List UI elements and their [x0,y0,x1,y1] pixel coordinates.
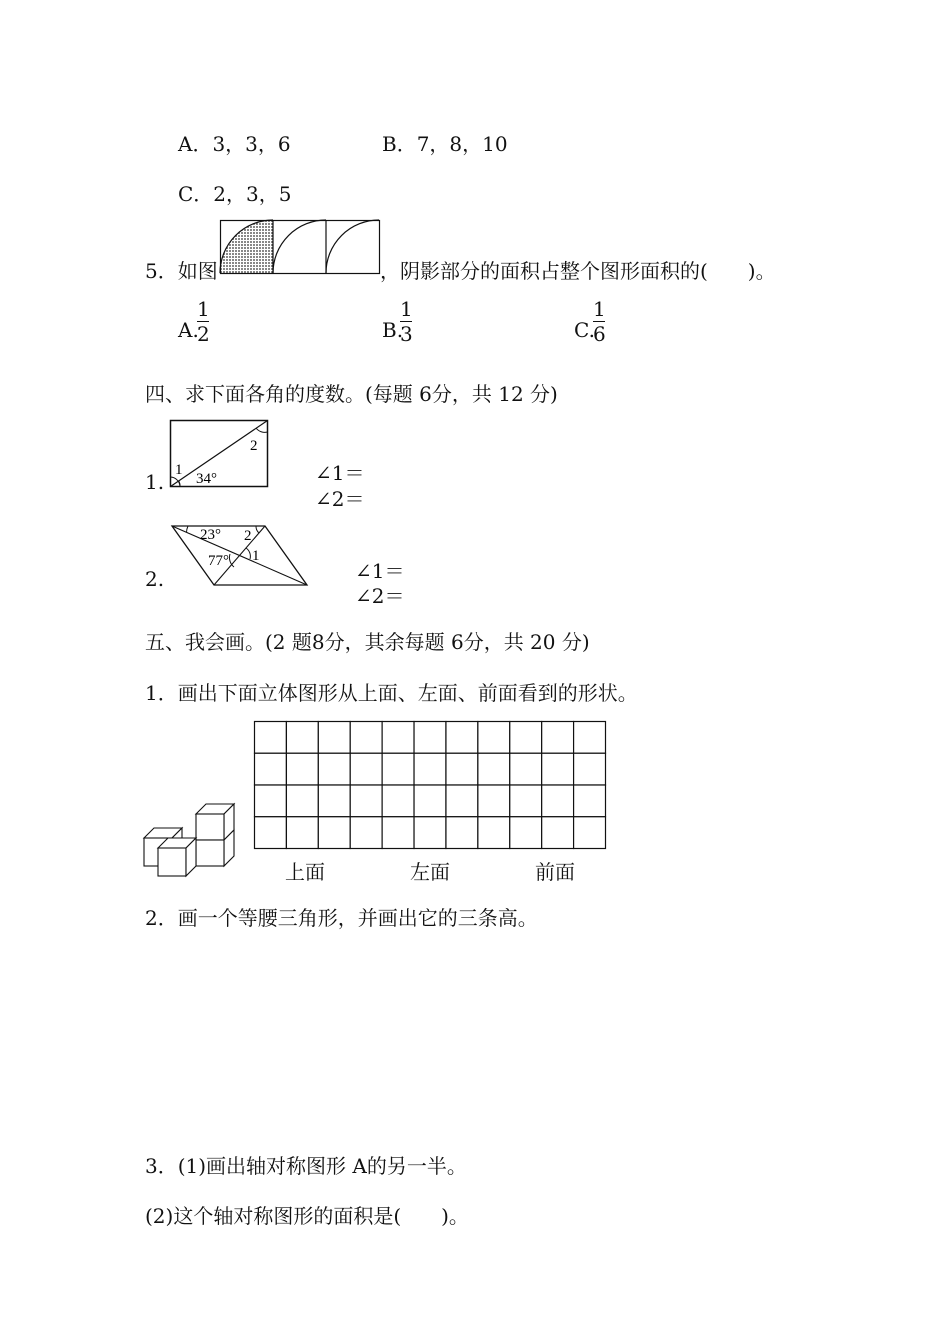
angle-1-label: 1 [175,462,183,478]
grid-cell[interactable] [255,753,287,785]
grid-cell[interactable] [510,817,542,849]
grid-cell[interactable] [318,722,350,754]
grid-cell[interactable] [382,722,414,754]
angle-1-label: 1 [252,548,260,564]
angle-34-label: 34° [196,471,217,487]
grid-cell[interactable] [318,817,350,849]
drawing-grid[interactable] [254,721,606,849]
grid-cell[interactable] [318,753,350,785]
p2-answer-1: ∠1＝ [355,559,405,583]
q5-option-a-fraction [197,298,210,345]
q1-text: 1．画出下面立体图形从上面、左面、前面看到的形状。 [145,681,638,705]
rectangle-figure [170,420,270,488]
grid-cell[interactable] [350,817,382,849]
grid-cell[interactable] [350,753,382,785]
denominator: 3 [400,322,413,346]
numerator: 1 [593,297,606,321]
section4-title: 四、求下面各角的度数。(每题 6分，共 12 分) [145,382,558,406]
grid-cell[interactable] [414,722,446,754]
grid-cell[interactable] [446,722,478,754]
q5-option-b-fraction [400,298,413,345]
p1-answer-1: ∠1＝ [315,461,365,485]
grid-label-top: 上面 [285,860,325,884]
cubes-figure [142,800,238,880]
q3-text-2: (2)这个轴对称图形的面积是( )。 [145,1204,469,1228]
grid-cell[interactable] [542,817,574,849]
grid-cell[interactable] [286,817,318,849]
grid-cell[interactable] [446,785,478,817]
grid-cell[interactable] [286,722,318,754]
grid-cell[interactable] [318,785,350,817]
grid-cell[interactable] [542,785,574,817]
grid-cell[interactable] [574,722,606,754]
grid-cell[interactable] [414,785,446,817]
q5-option-c-label: C. [574,318,595,342]
angle-2-label: 2 [244,528,252,544]
grid-cell[interactable] [286,785,318,817]
grid-cell[interactable] [414,753,446,785]
option-b: B．7，8，10 [382,132,508,156]
option-a: A．3，3，6 [178,132,291,156]
angle-2-label: 2 [250,438,258,454]
grid-cell[interactable] [382,753,414,785]
grid-cell[interactable] [542,753,574,785]
q5-suffix: ，阴影部分的面积占整个图形面积的( )。 [380,259,776,283]
problem1-number: 1. [145,470,165,494]
grid-label-left: 左面 [410,860,450,884]
grid-cell[interactable] [478,817,510,849]
parallelogram-figure [170,524,310,588]
grid-cell[interactable] [542,722,574,754]
q5-option-a-label: A. [178,318,199,342]
grid-cell[interactable] [478,785,510,817]
grid-cell[interactable] [382,817,414,849]
q5-option-c-fraction [593,298,606,345]
grid-label-front: 前面 [535,860,575,884]
grid-cell[interactable] [574,753,606,785]
option-c: C．2，3，5 [178,182,292,206]
grid-cell[interactable] [446,817,478,849]
numerator: 1 [197,297,210,321]
angle-77-label: 77° [208,553,229,569]
q5-prefix: 5．如图 [145,259,218,283]
p1-answer-2: ∠2＝ [315,487,365,511]
grid-cell[interactable] [510,785,542,817]
q3-text-1: 3．(1)画出轴对称图形 A的另一半。 [145,1154,467,1178]
grid-cell[interactable] [286,753,318,785]
numerator: 1 [400,297,413,321]
grid-cell[interactable] [255,817,287,849]
grid-cell[interactable] [414,817,446,849]
grid-cell[interactable] [510,753,542,785]
denominator: 2 [197,322,210,346]
q5-option-b-label: B. [382,318,404,342]
grid-cell[interactable] [255,722,287,754]
denominator: 6 [593,322,606,346]
grid-cell[interactable] [510,722,542,754]
grid-cell[interactable] [574,817,606,849]
q2-text: 2．画一个等腰三角形，并画出它的三条高。 [145,906,538,930]
angle-23-label: 23° [200,527,221,543]
grid-cell[interactable] [382,785,414,817]
grid-cell[interactable] [574,785,606,817]
grid-cell[interactable] [350,785,382,817]
grid-cell[interactable] [478,753,510,785]
grid-cell[interactable] [478,722,510,754]
grid-cell[interactable] [350,722,382,754]
problem2-number: 2. [145,567,165,591]
grid-cell[interactable] [446,753,478,785]
grid-cell[interactable] [255,785,287,817]
p2-answer-2: ∠2＝ [355,584,405,608]
section5-title: 五、我会画。(2 题8分，其余每题 6分，共 20 分) [145,630,590,654]
q5-figure [220,220,380,274]
